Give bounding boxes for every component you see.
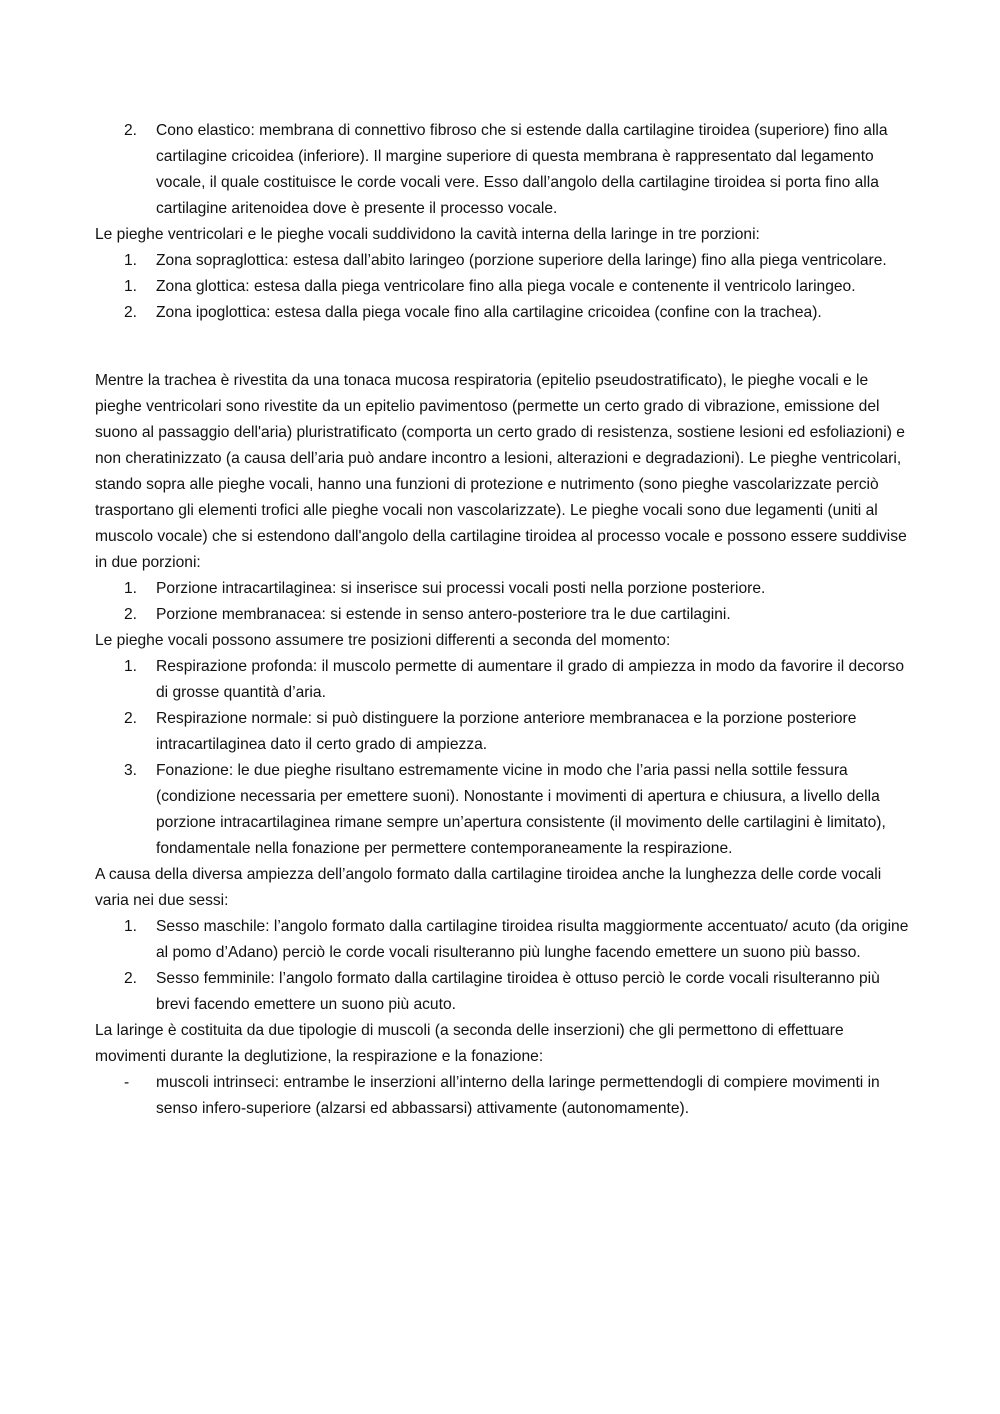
list-marker: 3. bbox=[124, 762, 138, 779]
list-item-text: Respirazione normale: si può distinguere la porzione anteriore membranacea e la porzione posteriore intracartilaginea dato il certo grado di ampiezza. bbox=[156, 710, 857, 753]
list-item-text: Porzione intracartilaginea: si inserisce sui processi vocali posti nella porzione posteriore. bbox=[156, 580, 766, 597]
list-item bbox=[95, 602, 910, 628]
list-marker: 2. bbox=[124, 122, 138, 139]
paragraph: La laringe è costituita da due tipologie di muscoli (a seconda delle inserzioni) che gli permettono di effettuare movimenti durante la deglutizione, la respirazione e la fonazione: bbox=[95, 1022, 844, 1065]
list-marker: 1. bbox=[124, 918, 138, 935]
paragraph-spacer bbox=[95, 326, 910, 368]
list-item bbox=[95, 118, 910, 222]
list-marker: 1. bbox=[124, 278, 138, 295]
list-marker: 1. bbox=[124, 580, 138, 597]
list-marker: 2. bbox=[124, 304, 138, 321]
paragraph: Le pieghe vocali possono assumere tre posizioni differenti a seconda del momento: bbox=[95, 632, 671, 649]
list-item bbox=[95, 300, 910, 326]
list-item bbox=[95, 274, 910, 300]
paragraph: Le pieghe ventricolari e le pieghe vocali suddividono la cavità interna della laringe in tre porzioni: bbox=[95, 226, 760, 243]
list-item bbox=[95, 576, 910, 602]
list-marker: 1. bbox=[124, 658, 138, 675]
list-porzioni bbox=[95, 576, 910, 628]
list-item-text: Fonazione: le due pieghe risultano estremamente vicine in modo che l’aria passi nella sottile fessura (condizione necessaria per emettere suoni). Nonostante i movimenti di apertura e chiusura, a livello della porzione intracartilaginea rimane sempre un’apertura consistente (il movimento delle cartilagini è limitato), fondamentale nella fonazione per permettere contemporaneamente la respirazione. bbox=[156, 762, 886, 857]
list-item-text: Zona ipoglottica: estesa dalla piega vocale fino alla cartilagine cricoidea (confine con la trachea). bbox=[156, 304, 822, 321]
list-item bbox=[95, 654, 910, 706]
list-marker: - bbox=[124, 1074, 130, 1091]
list-item-text: Sesso maschile: l’angolo formato dalla cartilagine tiroidea risulta maggiormente accentuato/ acuto (da origine al pomo d’Adano) perciò le corde vocali risulteranno più lunghe facendo emettere un suono più basso. bbox=[156, 918, 909, 961]
document-page bbox=[95, 118, 910, 1122]
list-item bbox=[95, 248, 910, 274]
list-item bbox=[95, 966, 910, 1018]
list-zone-laringe bbox=[95, 248, 910, 326]
list-item-text: muscoli intrinseci: entrambe le inserzioni all’interno della laringe permettendogli di compiere movimenti in senso infero-superiore (alzarsi ed abbassarsi) attivamente (autonomamente). bbox=[156, 1074, 880, 1117]
list-item-text: Porzione membranacea: si estende in senso antero-posteriore tra le due cartilagini. bbox=[156, 606, 731, 623]
list-item bbox=[95, 914, 910, 966]
list-item-text: Zona sopraglottica: estesa dall’abito laringeo (porzione superiore della laringe) fino alla piega ventricolare. bbox=[156, 252, 887, 269]
list-item-text: Sesso femminile: l’angolo formato dalla cartilagine tiroidea è ottuso perciò le corde vocali risulteranno più brevi facendo emettere un suono più acuto. bbox=[156, 970, 880, 1013]
list-marker: 1. bbox=[124, 252, 138, 269]
list-posizioni bbox=[95, 654, 910, 862]
list-item bbox=[95, 706, 910, 758]
list-marker: 2. bbox=[124, 710, 138, 727]
list-item-text: Zona glottica: estesa dalla piega ventricolare fino alla piega vocale e contenente il ventricolo laringeo. bbox=[156, 278, 856, 295]
list-cono-elastico bbox=[95, 118, 910, 222]
list-marker: 2. bbox=[124, 606, 138, 623]
list-item-text: Respirazione profonda: il muscolo permette di aumentare il grado di ampiezza in modo da favorire il decorso di grosse quantità d’aria. bbox=[156, 658, 905, 701]
list-item bbox=[95, 1070, 910, 1122]
list-item bbox=[95, 758, 910, 862]
paragraph: A causa della diversa ampiezza dell’angolo formato dalla cartilagine tiroidea anche la lunghezza delle corde vocali varia nei due sessi: bbox=[95, 866, 882, 909]
list-item-text: Cono elastico: membrana di connettivo fibroso che si estende dalla cartilagine tiroidea (superiore) fino alla cartilagine cricoidea (inferiore). Il margine superiore di questa membrana è rappresentato dal legamento vocale, il quale costituisce le corde vocali vere. Esso dall’angolo della cartilagine tiroidea si porta fino alla cartilagine aritenoidea dove è presente il processo vocale. bbox=[156, 122, 888, 217]
list-muscoli bbox=[95, 1070, 910, 1122]
paragraph: Mentre la trachea è rivestita da una tonaca mucosa respiratoria (epitelio pseudostratificato), le pieghe vocali e le pieghe ventricolari sono rivestite da un epitelio pavimentoso (permette un certo grado di vibrazione, emissione del suono al passaggio dell'aria) pluristratificato (comporta un certo grado di resistenza, sostiene lesioni ed esfoliazioni) e non cheratinizzato (a causa dell’aria può andare incontro a lesioni, alterazioni e degradazioni). Le pieghe ventricolari, stando sopra alle pieghe vocali, hanno una funzioni di protezione e nutrimento (sono pieghe vascolarizzate perciò trasportano gli elementi trofici alle pieghe vocali non vascolarizzate). Le pieghe vocali sono due legamenti (uniti al muscolo vocale) che si estendono dall'angolo della cartilagine tiroidea al processo vocale e possono essere suddivise in due porzioni: bbox=[95, 372, 907, 571]
list-sessi bbox=[95, 914, 910, 1018]
list-marker: 2. bbox=[124, 970, 138, 987]
